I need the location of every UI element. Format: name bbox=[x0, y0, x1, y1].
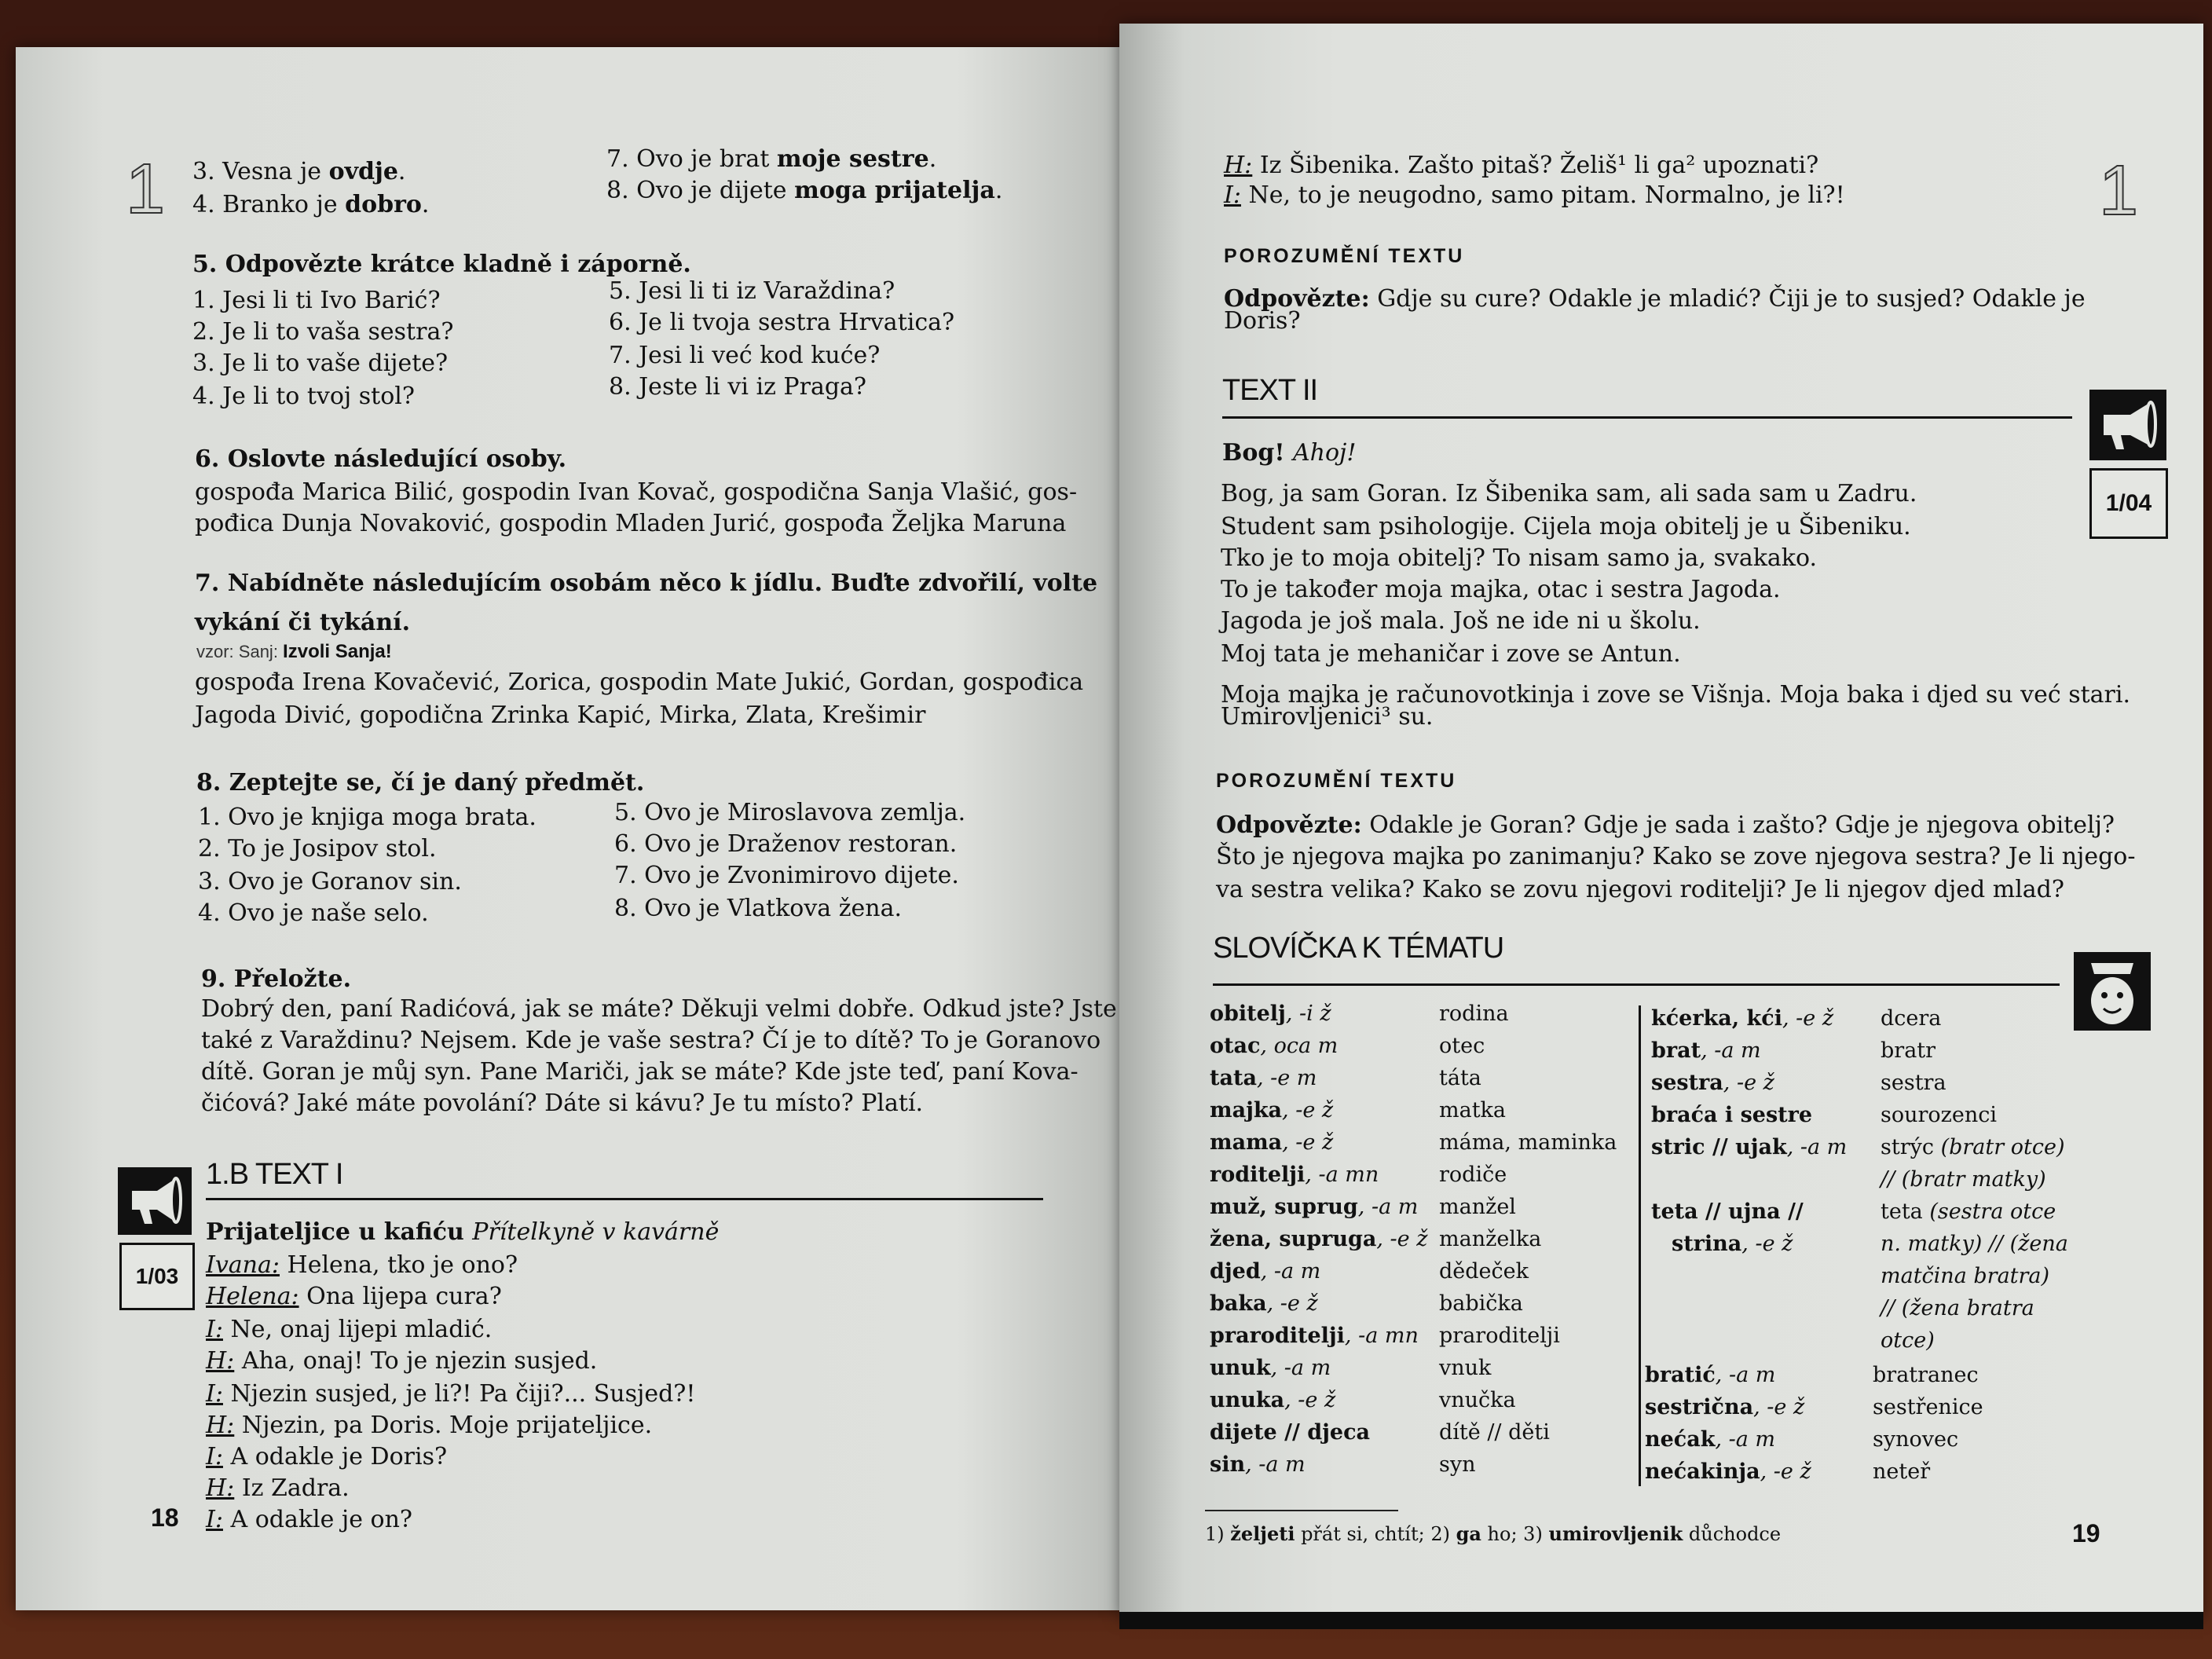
vocab-entry: teta // ujna // bbox=[1651, 1199, 1804, 1224]
intro-item-7: 7. Ovo je brat moje sestre. bbox=[606, 145, 937, 173]
ex9-line: také z Varaždinu? Nejsem. Kde je vaše sestra? Čí je to dítě? To je Goranovo bbox=[201, 1027, 1101, 1054]
vocab-translation: synovec bbox=[1873, 1427, 1959, 1452]
dialogue-line: Helena: Ona lijepa cura? bbox=[206, 1283, 502, 1310]
vocab-translation: strýc (bratr otce) bbox=[1881, 1135, 2065, 1159]
ex8-item: 5. Ovo je Miroslavova zemlja. bbox=[614, 799, 966, 826]
dialogue-line: Ivana: Helena, tko je ono? bbox=[206, 1251, 518, 1279]
text2-line: Student sam psihologije. Cijela moja obitelj je u Šibeniku. bbox=[1221, 513, 1911, 540]
page-bottom-edge bbox=[1119, 1612, 2203, 1629]
track-number-1-04: 1/04 bbox=[2089, 468, 2168, 539]
page-number-right: 19 bbox=[2072, 1519, 2100, 1547]
text1-title: Prijateljice u kafiću Přítelkyně v kavárně bbox=[206, 1218, 720, 1246]
vocab-translation: sourozenci bbox=[1881, 1103, 1998, 1127]
ex5-title: 5. Odpovězte krátce kladně i záporně. bbox=[192, 251, 691, 278]
vocab-column-divider bbox=[1639, 1005, 1641, 1486]
comprehension-line: Odpovězte: Odakle je Goran? Gdje je sada i zašto? Gdje je njegova obitelj? bbox=[1216, 811, 2115, 839]
vocab-entry: strina, -e ž bbox=[1672, 1232, 1793, 1256]
ex5-item: 6. Je li tvoja sestra Hrvatica? bbox=[609, 309, 955, 336]
text2-line: Jagoda je još mala. Još ne ide ni u školu. bbox=[1221, 607, 1701, 635]
vocab-translation: dědeček bbox=[1439, 1259, 1529, 1284]
vocab-translation: bratr bbox=[1881, 1038, 1936, 1063]
vocab-entry: mama, -e ž bbox=[1210, 1130, 1334, 1155]
ex5-item: 8. Jeste li vi iz Praga? bbox=[609, 373, 867, 401]
vocab-entry: djed, -a m bbox=[1210, 1259, 1321, 1284]
ex8-item: 3. Ovo je Goranov sin. bbox=[198, 868, 462, 895]
text2-line: Moj tata je mehaničar i zove se Antun. bbox=[1221, 640, 1681, 668]
vocab-translation: dítě // děti bbox=[1439, 1420, 1550, 1445]
vocab-entry: tata, -e m bbox=[1210, 1066, 1317, 1090]
vocab-translation-note: matčina bratra) bbox=[1881, 1264, 2050, 1288]
vocab-entry: otac, oca m bbox=[1210, 1034, 1339, 1058]
comprehension-heading: POROZUMĚNÍ TEXTU bbox=[1224, 245, 1465, 267]
ex5-item: 1. Jesi li ti Ivo Barić? bbox=[192, 287, 441, 314]
ex5-item: 4. Je li to tvoj stol? bbox=[192, 383, 415, 410]
ex8-title: 8. Zeptejte se, čí je daný předmět. bbox=[196, 769, 645, 797]
ex5-item: 3. Je li to vaše dijete? bbox=[192, 350, 449, 377]
ex8-item: 1. Ovo je knjiga moga brata. bbox=[198, 804, 537, 831]
ex6-line: pođica Dunja Novaković, gospodin Mladen Jurić, gospođa Željka Maruna bbox=[195, 510, 1067, 537]
vocab-translation: táta bbox=[1439, 1066, 1481, 1090]
text1-heading: 1.B TEXT I bbox=[206, 1158, 343, 1191]
page-number-left: 18 bbox=[151, 1503, 179, 1532]
text2-line: Bog, ja sam Goran. Iz Šibenika sam, ali sada sam u Zadru. bbox=[1221, 480, 1917, 507]
vocab-translation: dcera bbox=[1881, 1006, 1942, 1031]
ex7-example: vzor: Sanj: Izvoli Sanja! bbox=[196, 641, 392, 662]
vocab-entry: unuka, -e ž bbox=[1210, 1388, 1336, 1412]
footnote-rule bbox=[1205, 1510, 1398, 1511]
vocab-entry: brat, -a m bbox=[1651, 1038, 1761, 1063]
vocab-translation-note: // (bratr matky) bbox=[1881, 1167, 2046, 1192]
vocab-entry: baka, -e ž bbox=[1210, 1291, 1318, 1316]
dialogue-line: I: A odakle je Doris? bbox=[206, 1443, 448, 1470]
vocab-translation-note: otce) bbox=[1881, 1328, 1935, 1353]
ex7-line: Jagoda Divić, gopodična Zrinka Kapić, Mirka, Zlata, Krešimir bbox=[195, 701, 926, 729]
vocab-entry: žena, supruga, -e ž bbox=[1210, 1227, 1428, 1251]
intro-item-8: 8. Ovo je dijete moga prijatelja. bbox=[606, 177, 1003, 204]
vocab-translation: bratranec bbox=[1873, 1363, 1979, 1387]
ex8-item: 2. To je Josipov stol. bbox=[198, 835, 437, 862]
ex6-line: gospođa Marica Bilić, gospodin Ivan Kovač, gospodična Sanja Vlašić, gos- bbox=[195, 478, 1078, 506]
ex9-line: Dobrý den, paní Radićová, jak se máte? Děkuji velmi dobře. Odkud jste? Jste bbox=[201, 995, 1117, 1023]
ex8-item: 8. Ovo je Vlatkova žena. bbox=[614, 895, 903, 922]
vocab-translation: matka bbox=[1439, 1098, 1507, 1122]
comprehension-line: va sestra velika? Kako se zovu njegovi roditelji? Je li njegov djed mlad? bbox=[1216, 876, 2064, 903]
ex7-title-2: vykání či tykání. bbox=[195, 609, 411, 636]
dialogue-line: H: Iz Šibenika. Zašto pitaš? Želiš¹ li ga² upoznati? bbox=[1224, 152, 1819, 179]
vocab-translation: manžel bbox=[1439, 1195, 1516, 1219]
vocab-entry: nećak, -a m bbox=[1645, 1427, 1776, 1452]
footnote: 1) željeti přát si, chtít; 2) ga ho; 3) umirovljenik důchodce bbox=[1205, 1522, 1782, 1545]
vocab-entry: sestrična, -e ž bbox=[1645, 1395, 1805, 1419]
ex9-line: dítě. Goran je můj syn. Pane Mariči, jak se máte? Kde jste teď, paní Kova- bbox=[201, 1058, 1079, 1086]
vocab-translation: rodiče bbox=[1439, 1163, 1507, 1187]
text2-line: To je također moja majka, otac i sestra Jagoda. bbox=[1221, 576, 1781, 603]
intro-item-4: 4. Branko je dobro. bbox=[192, 191, 430, 218]
text2-heading: TEXT II bbox=[1222, 374, 1318, 407]
vocab-entry: nećakinja, -e ž bbox=[1645, 1459, 1811, 1484]
heading-rule bbox=[1222, 416, 2072, 419]
ex5-item: 2. Je li to vaša sestra? bbox=[192, 318, 454, 346]
audio-megaphone-icon bbox=[118, 1167, 192, 1235]
ex5-item: 7. Jesi li već kod kuće? bbox=[609, 342, 881, 369]
vocab-translation: syn bbox=[1439, 1452, 1476, 1477]
vocab-translation: máma, maminka bbox=[1439, 1130, 1617, 1155]
track-number-1-03: 1/03 bbox=[119, 1243, 195, 1310]
vocab-translation-note: // (žena bratra bbox=[1881, 1296, 2034, 1320]
vocab-translation: vnuk bbox=[1439, 1356, 1492, 1380]
vocab-entry: dijete // djeca bbox=[1210, 1420, 1371, 1445]
vocabulary-face-icon bbox=[2074, 952, 2151, 1031]
vocab-entry: majka, -e ž bbox=[1210, 1098, 1334, 1122]
ex8-item: 6. Ovo je Draženov restoran. bbox=[614, 830, 958, 858]
dialogue-line: H: Iz Zadra. bbox=[206, 1474, 350, 1502]
vocab-translation: sestra bbox=[1881, 1071, 1946, 1095]
vocab-translation: sestřenice bbox=[1873, 1395, 1983, 1419]
ex8-item: 4. Ovo je naše selo. bbox=[198, 899, 429, 927]
vocab-translation: babička bbox=[1439, 1291, 1523, 1316]
text2-greeting: Bog! Ahoj! bbox=[1222, 439, 1357, 467]
vocab-entry: roditelji, -a mn bbox=[1210, 1163, 1379, 1187]
vocab-entry: sestra, -e ž bbox=[1651, 1071, 1774, 1095]
vocab-entry: muž, suprug, -a m bbox=[1210, 1195, 1419, 1219]
chapter-number-left: 1 bbox=[126, 150, 166, 229]
comprehension-line: Doris? bbox=[1224, 307, 1301, 335]
vocab-entry: praroditelji, -a mn bbox=[1210, 1324, 1419, 1348]
vocab-entry: sin, -a m bbox=[1210, 1452, 1306, 1477]
vocab-translation: otec bbox=[1439, 1034, 1485, 1058]
vocab-translation: manželka bbox=[1439, 1227, 1542, 1251]
ex6-title: 6. Oslovte následující osoby. bbox=[195, 445, 567, 473]
audio-megaphone-icon bbox=[2089, 390, 2166, 460]
comprehension-heading: POROZUMĚNÍ TEXTU bbox=[1216, 770, 1457, 792]
heading-rule bbox=[1213, 983, 2060, 986]
vocab-entry: braća i sestre bbox=[1651, 1103, 1813, 1127]
ex8-item: 7. Ovo je Zvonimirovo dijete. bbox=[614, 862, 959, 889]
text2-line: Umirovljenici³ su. bbox=[1221, 703, 1434, 731]
vocab-entry: kćerka, kći, -e ž bbox=[1651, 1006, 1834, 1031]
vocab-translation: vnučka bbox=[1439, 1388, 1516, 1412]
text2-line: Tko je to moja obitelj? To nisam samo ja, svakako. bbox=[1221, 544, 1818, 572]
ex5-item: 5. Jesi li ti iz Varaždina? bbox=[609, 277, 895, 305]
ex7-line: gospođa Irena Kovačević, Zorica, gospodin Mate Jukić, Gordan, gospođica bbox=[195, 668, 1084, 696]
vocab-entry: bratić, -a m bbox=[1645, 1363, 1776, 1387]
vocab-translation-note: n. matky) // (žena bbox=[1881, 1232, 2068, 1256]
vocab-translation: teta (sestra otce bbox=[1881, 1199, 2056, 1224]
heading-rule bbox=[206, 1198, 1043, 1200]
vocab-entry: unuk, -a m bbox=[1210, 1356, 1331, 1380]
ex7-title: 7. Nabídněte následujícím osobám něco k jídlu. Buďte zdvořilí, volte bbox=[195, 569, 1098, 597]
vocab-entry: obitelj, -i ž bbox=[1210, 1002, 1331, 1026]
dialogue-line: I: Ne, onaj lijepi mladić. bbox=[206, 1316, 493, 1343]
text2-line: Moja majka je računovotkinja i zove se Višnja. Moja baka i djed su već stari. bbox=[1221, 681, 2131, 709]
dialogue-line: I: Njezin susjed, je li?! Pa čiji?... Susjed?! bbox=[206, 1380, 696, 1408]
dialogue-line: I: Ne, to je neugodno, samo pitam. Normalno, je li?! bbox=[1224, 181, 1845, 209]
ex9-line: čićová? Jaké máte povolání? Dáte si kávu? Je tu místo? Platí. bbox=[201, 1090, 924, 1117]
vocab-translation: praroditelji bbox=[1439, 1324, 1560, 1348]
dialogue-line: H: Aha, onaj! To je njezin susjed. bbox=[206, 1347, 598, 1375]
comprehension-line: Što je njegova majka po zanimanju? Kako se zove njegova sestra? Je li njego- bbox=[1216, 843, 2136, 870]
dialogue-line: I: A odakle je on? bbox=[206, 1506, 412, 1533]
vocab-translation: rodina bbox=[1439, 1002, 1509, 1026]
vocab-heading: SLOVÍČKA K TÉMATU bbox=[1213, 932, 1504, 965]
chapter-number-right: 1 bbox=[2099, 152, 2139, 230]
comprehension-line: Odpovězte: Gdje su cure? Odakle je mladić? Čiji je to susjed? Odakle je bbox=[1224, 285, 2086, 313]
vocab-entry: stric // ujak, -a m bbox=[1651, 1135, 1848, 1159]
dialogue-line: H: Njezin, pa Doris. Moje prijateljice. bbox=[206, 1412, 653, 1439]
vocab-translation: neteř bbox=[1873, 1459, 1931, 1484]
ex9-title: 9. Přeložte. bbox=[201, 965, 352, 993]
intro-item-3: 3. Vesna je ovdje. bbox=[192, 158, 406, 185]
